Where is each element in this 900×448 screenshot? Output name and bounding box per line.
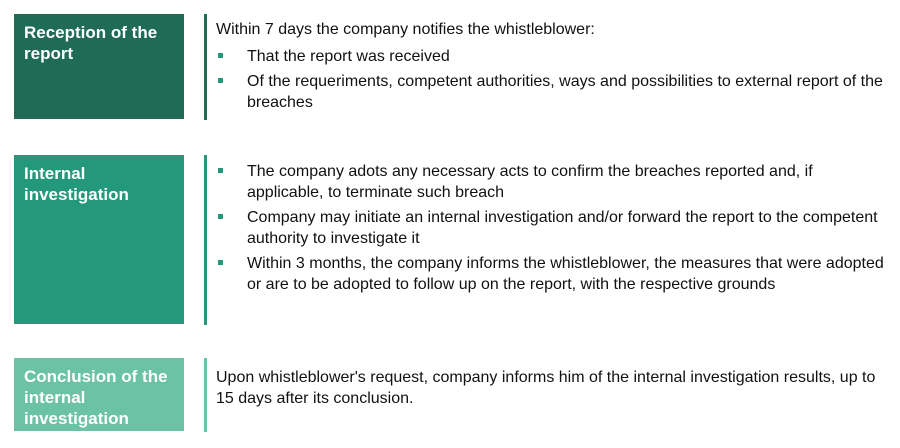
step-content-investigation xyxy=(216,161,886,299)
step-box-conclusion xyxy=(14,358,184,431)
bullet-square-icon xyxy=(218,78,223,83)
step-label-investigation: Internal investigation xyxy=(24,164,129,204)
list-item: Company may initiate an internal investigation and/or forward the report to the competent authority to investigate it xyxy=(216,207,886,249)
step-label-reception: Reception of the report xyxy=(24,23,158,63)
step-content-conclusion xyxy=(216,367,886,409)
step-label-conclusion: Conclusion of the internal investigation xyxy=(24,367,168,428)
list-item: Of the requeriments, competent authorities, ways and possibilities to external report of the breaches xyxy=(216,71,886,113)
divider-investigation xyxy=(204,155,207,325)
bullet-list-investigation xyxy=(216,161,886,295)
bullet-square-icon xyxy=(218,260,223,265)
step-intro-reception: Within 7 days the company notifies the whistleblower: xyxy=(216,21,595,38)
step-box-investigation xyxy=(14,155,184,324)
bullet-square-icon xyxy=(218,53,223,58)
list-item: That the report was received xyxy=(216,46,886,67)
list-item: The company adots any necessary acts to confirm the breaches reported and, if applicable, to terminate such breach xyxy=(216,161,886,203)
step-text-conclusion: Upon whistleblower's request, company informs him of the internal investigation results, up to 15 days after its conclusion. xyxy=(216,369,876,407)
list-item: Within 3 months, the company informs the whistleblower, the measures that were adopted or are to be adopted to follow up on the report, with the respective grounds xyxy=(216,253,886,295)
divider-conclusion xyxy=(204,358,207,432)
bullet-square-icon xyxy=(218,214,223,219)
step-content-reception xyxy=(216,19,886,117)
step-box-reception xyxy=(14,14,184,119)
bullet-square-icon xyxy=(218,168,223,173)
divider-reception xyxy=(204,14,207,120)
bullet-list-reception xyxy=(216,46,886,113)
